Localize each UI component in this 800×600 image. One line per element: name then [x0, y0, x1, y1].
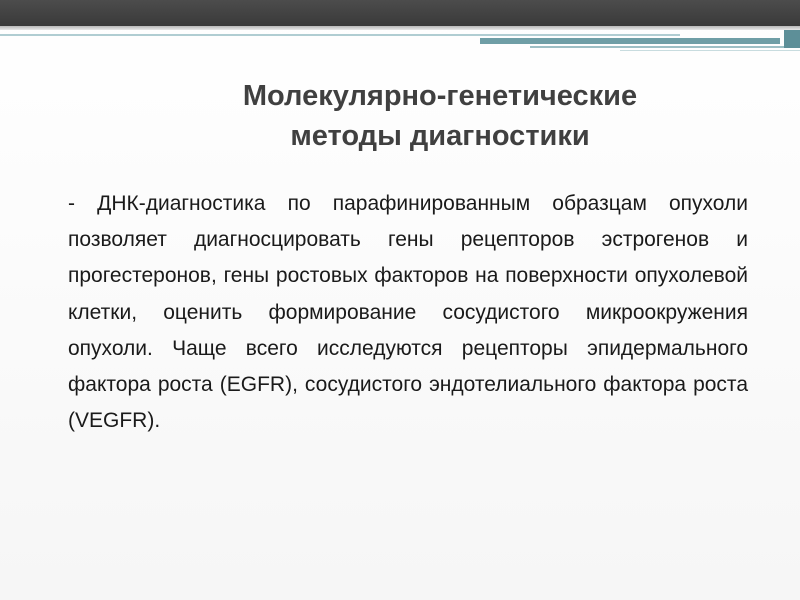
accent-line	[0, 34, 680, 36]
accent-block	[784, 30, 800, 48]
accent-line	[530, 46, 800, 48]
slide-title	[140, 76, 740, 156]
slide-title-line: методы диагностики	[290, 120, 590, 152]
slide-body-text: - ДНК-диагностика по парафинированным образцам опухоли позволяет диагносцировать гены рецепторов эстрогенов и прогестеронов, гены ростовых факторов на поверхности опухолевой клетки, оценить формирование сосудистого микроокружения опухоли. Чаще всего исследуются рецепторы эпидермального фактора роста (EGFR), сосудистого эндотелиального фактора роста (VEGFR).	[68, 192, 748, 433]
header-bar	[0, 0, 800, 26]
accent-line	[480, 38, 780, 44]
accent-line	[620, 50, 800, 51]
header-shadow	[0, 26, 800, 30]
slide-title-line: Молекулярно-генетические	[242, 80, 638, 112]
